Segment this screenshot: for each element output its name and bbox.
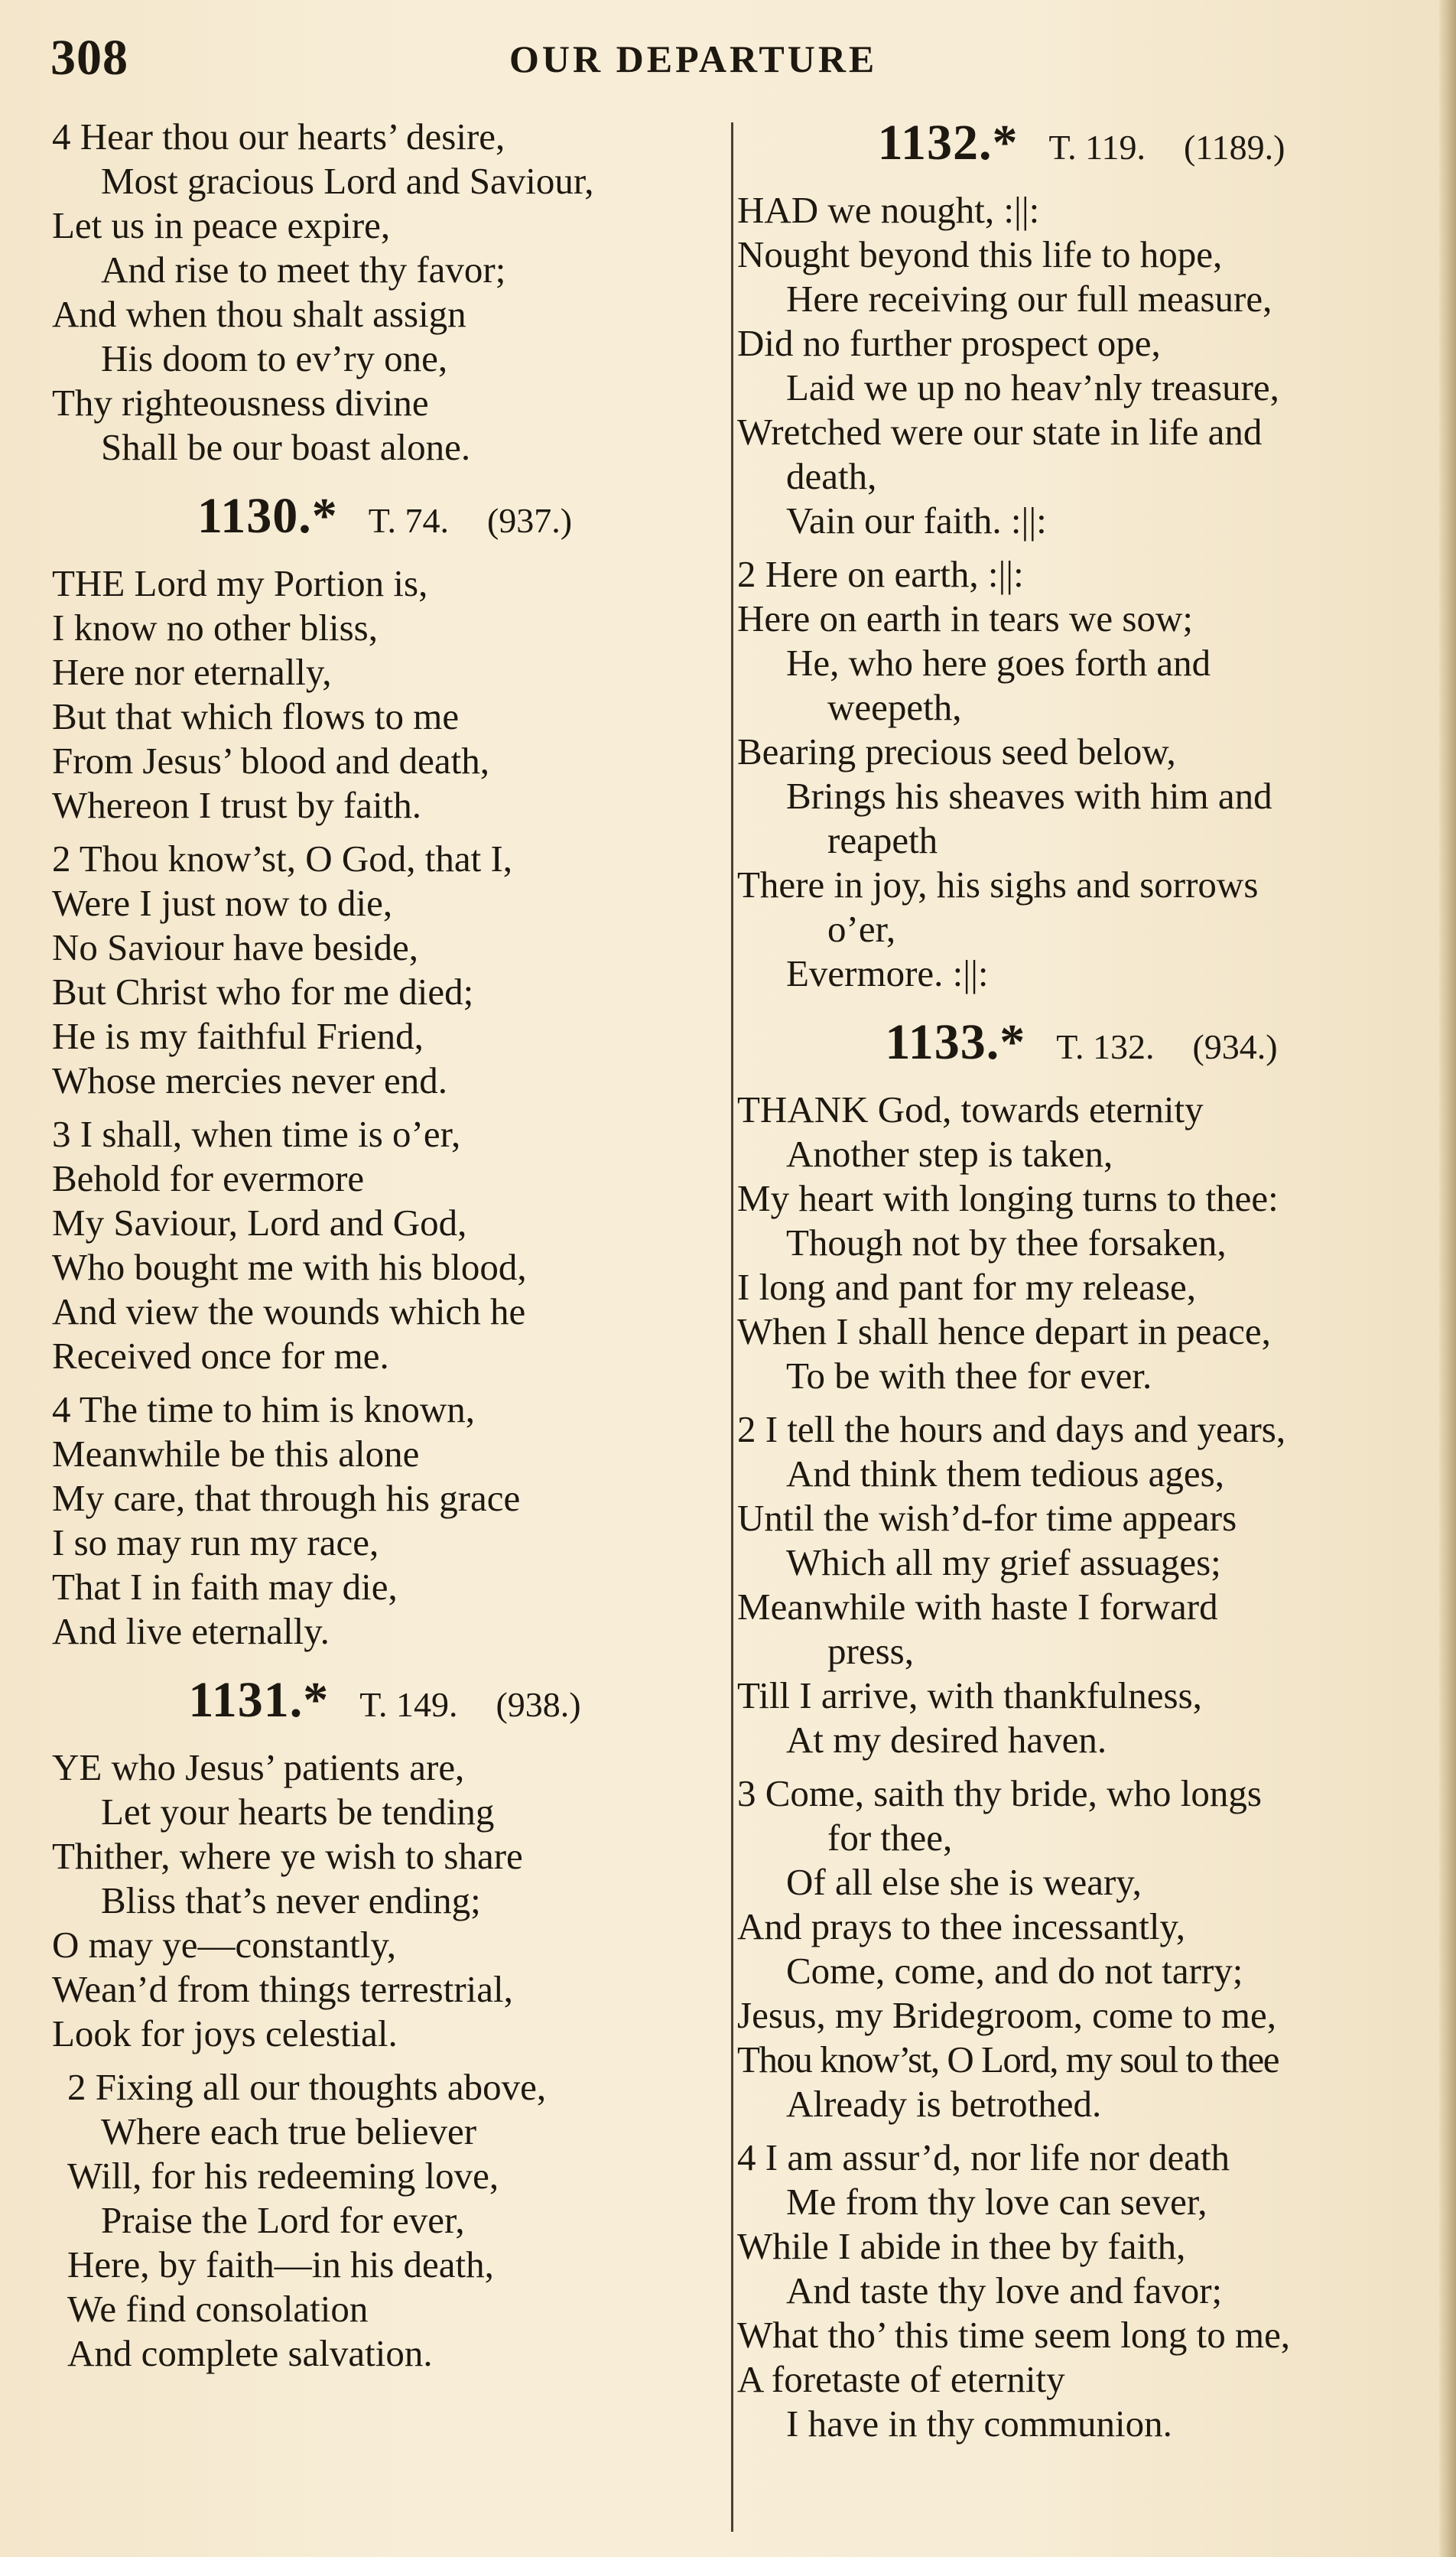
stanza bbox=[52, 115, 717, 470]
stanza bbox=[737, 1771, 1425, 2126]
verse-line: And rise to meet thy favor; bbox=[101, 249, 506, 291]
stanza bbox=[52, 1387, 717, 1654]
verse-line: Who bought me with his blood, bbox=[52, 1246, 527, 1288]
page-number: 308 bbox=[50, 30, 128, 86]
verse-line: Though not by thee forsaken, bbox=[786, 1222, 1227, 1264]
verse-line: Praise the Lord for ever, bbox=[101, 2199, 465, 2241]
verse-line: Shall be our boast alone. bbox=[101, 426, 471, 468]
verse-line: And when thou shalt assign bbox=[52, 293, 466, 335]
verse-line: Meanwhile be this alone bbox=[52, 1433, 420, 1475]
hymn-number: 1132.* bbox=[877, 115, 1019, 171]
verse-line: Evermore. :||: bbox=[786, 952, 989, 994]
verse-line: To be with thee for ever. bbox=[786, 1355, 1152, 1397]
hymn-tune: T. 149. bbox=[359, 1685, 458, 1724]
verse-line: At my desired haven. bbox=[786, 1719, 1107, 1761]
hymn-reference: (937.) bbox=[486, 501, 573, 540]
hymn-heading bbox=[52, 1674, 717, 1732]
verse-line: And complete salvation. bbox=[67, 2332, 433, 2374]
verse-line: Let your hearts be tending bbox=[101, 1791, 495, 1833]
stanza bbox=[52, 1745, 717, 2056]
verse-line: Behold for evermore bbox=[52, 1157, 365, 1199]
stanza bbox=[52, 2065, 717, 2376]
verse-line: Nought beyond this life to hope, bbox=[737, 233, 1223, 275]
verse-line: O may ye—constantly, bbox=[52, 1924, 396, 1966]
verse-line: for thee, bbox=[827, 1817, 953, 1859]
verse-line: Here, by faith—in his death, bbox=[67, 2243, 494, 2285]
verse-line: 2 Here on earth, :||: bbox=[737, 553, 1024, 595]
verse-line: While I abide in thee by faith, bbox=[737, 2225, 1186, 2267]
verse-line: No Saviour have beside, bbox=[52, 926, 418, 968]
verse-line: We find consolation bbox=[67, 2288, 369, 2330]
verse-line: From Jesus’ blood and death, bbox=[52, 740, 490, 782]
verse-line: Look for joys celestial. bbox=[52, 2012, 398, 2054]
verse-line: Till I arrive, with thankfulness, bbox=[737, 1674, 1202, 1716]
verse-line: weepeth, bbox=[827, 686, 962, 728]
verse-line: I know no other bliss, bbox=[52, 607, 378, 649]
hymn-tune: T. 74. bbox=[368, 501, 449, 540]
verse-line: I so may run my race, bbox=[52, 1521, 379, 1563]
verse-line: Which all my grief assuages; bbox=[786, 1541, 1221, 1583]
hymn-heading bbox=[737, 1016, 1425, 1074]
verse-line: Brings his sheaves with him and bbox=[786, 775, 1272, 817]
verse-line: Me from thy love can sever, bbox=[786, 2181, 1207, 2223]
verse-line: My heart with longing turns to thee: bbox=[737, 1177, 1279, 1219]
hymn-number: 1130.* bbox=[197, 488, 338, 544]
verse-line: Of all else she is weary, bbox=[786, 1861, 1142, 1903]
verse-line: Thy righteousness divine bbox=[52, 382, 429, 424]
verse-line: My Saviour, Lord and God, bbox=[52, 1202, 467, 1244]
stanza bbox=[52, 837, 717, 1103]
verse-line: Come, come, and do not tarry; bbox=[786, 1950, 1243, 1992]
verse-line: But that which flows to me bbox=[52, 695, 460, 737]
verse-line: 3 I shall, when time is o’er, bbox=[52, 1113, 461, 1155]
verse-line: Here receiving our full measure, bbox=[786, 278, 1272, 320]
verse-line: Will, for his redeeming love, bbox=[67, 2155, 499, 2197]
verse-line: Thou know’st, O Lord, my soul to thee bbox=[737, 2038, 1279, 2080]
verse-line: YE who Jesus’ patients are, bbox=[52, 1746, 465, 1788]
verse-line: His doom to ev’ry one, bbox=[101, 337, 448, 379]
verse-line: 4 I am assur’d, nor life nor death bbox=[737, 2136, 1230, 2178]
verse-line: And prays to thee incessantly, bbox=[737, 1905, 1186, 1947]
hymn-reference: (938.) bbox=[496, 1685, 581, 1724]
stanza bbox=[52, 1112, 717, 1378]
verse-line: Another step is taken, bbox=[786, 1133, 1113, 1175]
verse-line: 4 Hear thou our hearts’ desire, bbox=[52, 115, 505, 158]
verse-line: HAD we nought, :||: bbox=[737, 189, 1040, 231]
verse-line: Already is betrothed. bbox=[786, 2083, 1102, 2125]
verse-line: He is my faithful Friend, bbox=[52, 1015, 424, 1057]
verse-line: Let us in peace expire, bbox=[52, 204, 391, 246]
column-divider bbox=[731, 122, 733, 2532]
verse-line: o’er, bbox=[827, 908, 896, 950]
verse-line: 4 The time to him is known, bbox=[52, 1388, 476, 1430]
verse-line: There in joy, his sighs and sorrows bbox=[737, 864, 1259, 906]
hymn-tune: T. 119. bbox=[1048, 128, 1146, 167]
stanza bbox=[737, 552, 1425, 996]
verse-line: Here nor eternally, bbox=[52, 651, 332, 693]
verse-line: And think them tedious ages, bbox=[786, 1453, 1224, 1495]
verse-line: Wean’d from things terrestrial, bbox=[52, 1968, 513, 2010]
verse-line: Bearing precious seed below, bbox=[737, 730, 1176, 773]
verse-line: Wretched were our state in life and bbox=[737, 411, 1263, 453]
hymn-heading bbox=[737, 116, 1425, 174]
verse-line: My care, that through his grace bbox=[52, 1477, 521, 1519]
verse-line: Thither, where ye wish to share bbox=[52, 1835, 523, 1877]
verse-line: Jesus, my Bridegroom, come to me, bbox=[737, 1994, 1276, 2036]
right-column bbox=[737, 115, 1425, 2455]
verse-line: death, bbox=[786, 455, 877, 497]
verse-line: A foretaste of eternity bbox=[737, 2358, 1065, 2400]
verse-line: Bliss that’s never ending; bbox=[101, 1879, 481, 1921]
verse-line: Did no further prospect ope, bbox=[737, 322, 1161, 364]
verse-line: Here on earth in tears we sow; bbox=[737, 597, 1193, 639]
page-header bbox=[50, 28, 1442, 89]
verse-line: He, who here goes forth and bbox=[786, 642, 1211, 684]
verse-line: And taste thy love and favor; bbox=[786, 2269, 1223, 2311]
verse-line: I long and pant for my release, bbox=[737, 1266, 1197, 1308]
verse-line: press, bbox=[827, 1630, 914, 1672]
stanza bbox=[52, 561, 717, 828]
verse-line: When I shall hence depart in peace, bbox=[737, 1310, 1271, 1352]
running-head: OUR DEPARTURE bbox=[509, 37, 878, 80]
verse-line: And view the wounds which he bbox=[52, 1290, 526, 1332]
verse-line: Received once for me. bbox=[52, 1335, 389, 1377]
stanza bbox=[737, 188, 1425, 543]
stanza bbox=[737, 1407, 1425, 1762]
page-edge bbox=[1439, 0, 1456, 2557]
verse-line: Laid we up no heav’nly treasure, bbox=[786, 366, 1279, 408]
verse-line: 3 Come, saith thy bride, who longs bbox=[737, 1772, 1262, 1814]
verse-line: 2 Fixing all our thoughts above, bbox=[67, 2066, 547, 2108]
stanza bbox=[737, 1088, 1425, 1398]
left-column bbox=[52, 115, 717, 2385]
hymn-number: 1131.* bbox=[188, 1672, 330, 1728]
hymn-reference: (1189.) bbox=[1183, 128, 1285, 167]
verse-line: Vain our faith. :||: bbox=[786, 499, 1047, 542]
verse-line: THE Lord my Portion is, bbox=[52, 562, 428, 604]
verse-line: That I in faith may die, bbox=[52, 1566, 398, 1608]
verse-line: 2 I tell the hours and days and years, bbox=[737, 1408, 1286, 1450]
verse-line: Whose mercies never end. bbox=[52, 1059, 447, 1101]
hymn-number: 1133.* bbox=[885, 1014, 1026, 1070]
hymn-heading bbox=[52, 490, 717, 548]
verse-line: Most gracious Lord and Saviour, bbox=[101, 160, 594, 202]
verse-line: Where each true believer bbox=[101, 2110, 477, 2152]
verse-line: Until the wish’d-for time appears bbox=[737, 1497, 1237, 1539]
verse-line: But Christ who for me died; bbox=[52, 971, 474, 1013]
verse-line: Whereon I trust by faith. bbox=[52, 784, 422, 826]
verse-line: THANK God, towards eternity bbox=[737, 1088, 1204, 1130]
hymn-tune: T. 132. bbox=[1056, 1027, 1155, 1066]
verse-line: And live eternally. bbox=[52, 1610, 330, 1652]
verse-line: Were I just now to die, bbox=[52, 882, 393, 924]
verse-line: 2 Thou know’st, O God, that I, bbox=[52, 838, 513, 880]
verse-line: Meanwhile with haste I forward bbox=[737, 1586, 1218, 1628]
verse-line: reapeth bbox=[827, 819, 938, 861]
verse-line: What tho’ this time seem long to me, bbox=[737, 2314, 1291, 2356]
stanza bbox=[737, 2136, 1425, 2446]
verse-line: I have in thy communion. bbox=[786, 2402, 1172, 2445]
hymn-reference: (934.) bbox=[1192, 1027, 1278, 1066]
